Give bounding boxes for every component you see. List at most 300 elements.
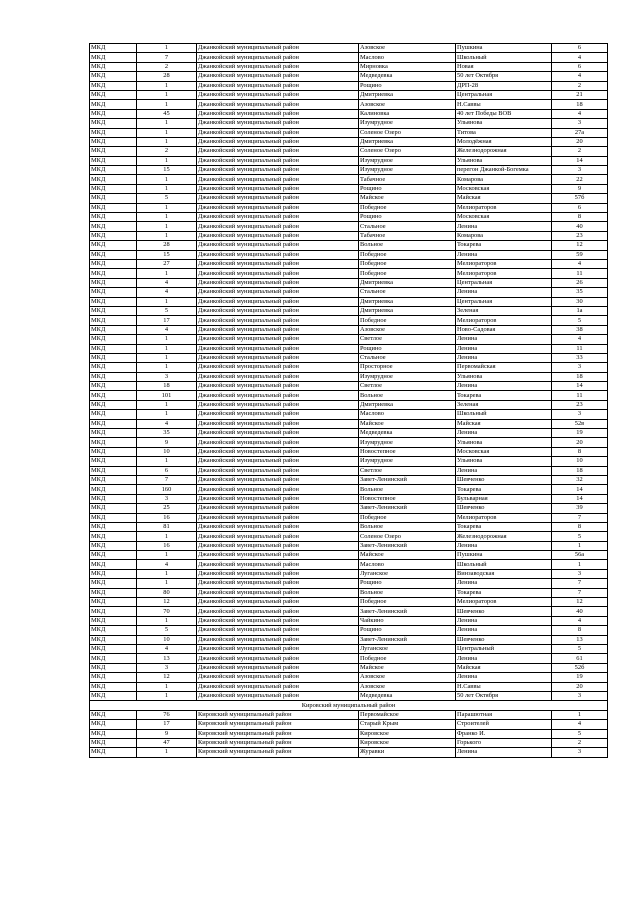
locality-cell: Завет-Ленинский	[359, 607, 456, 616]
count-cell: 16	[137, 541, 197, 550]
building-type-cell: МКД	[90, 222, 137, 231]
building-type-cell: МКД	[90, 166, 137, 175]
building-type-cell: МКД	[90, 306, 137, 315]
house-number-cell: 8	[552, 213, 608, 222]
section-header-row	[90, 701, 608, 710]
district-cell: Джанкойский муниципальный район	[197, 475, 359, 484]
house-number-cell: 4	[552, 720, 608, 729]
building-type-cell: МКД	[90, 203, 137, 212]
table-row	[90, 494, 608, 503]
street-cell: Ленина	[456, 335, 552, 344]
count-cell: 1	[137, 137, 197, 146]
street-cell: Ульянова	[456, 119, 552, 128]
table-row	[90, 53, 608, 62]
building-type-cell: МКД	[90, 194, 137, 203]
locality-cell: Майское	[359, 419, 456, 428]
table-row	[90, 635, 608, 644]
building-type-cell: МКД	[90, 579, 137, 588]
house-number-cell: 26	[552, 278, 608, 287]
house-number-cell: 14	[552, 494, 608, 503]
house-number-cell: 4	[552, 109, 608, 118]
section-title: Кировский муниципальный район	[90, 701, 608, 710]
locality-cell: Новостепное	[359, 447, 456, 456]
locality-cell: Азовское	[359, 325, 456, 334]
locality-cell: Завет-Ленинский	[359, 475, 456, 484]
building-type-cell: МКД	[90, 720, 137, 729]
housing-register-table	[89, 43, 608, 758]
street-cell: ДРП-28	[456, 81, 552, 90]
street-cell: Железнодорожная	[456, 147, 552, 156]
locality-cell: Завет-Ленинский	[359, 504, 456, 513]
table-row	[90, 175, 608, 184]
building-type-cell: МКД	[90, 109, 137, 118]
count-cell: 27	[137, 259, 197, 268]
building-type-cell: МКД	[90, 250, 137, 259]
building-type-cell: МКД	[90, 673, 137, 682]
locality-cell: Азовское	[359, 44, 456, 53]
district-cell: Джанкойский муниципальный район	[197, 53, 359, 62]
count-cell: 2	[137, 147, 197, 156]
district-cell: Джанкойский муниципальный район	[197, 44, 359, 53]
building-type-cell: МКД	[90, 598, 137, 607]
locality-cell: Победное	[359, 259, 456, 268]
district-cell: Джанкойский муниципальный район	[197, 147, 359, 156]
building-type-cell: МКД	[90, 72, 137, 81]
table-row	[90, 579, 608, 588]
street-cell: Шевченко	[456, 475, 552, 484]
district-cell: Джанкойский муниципальный район	[197, 654, 359, 663]
street-cell: Ленина	[456, 654, 552, 663]
building-type-cell: МКД	[90, 278, 137, 287]
street-cell: Строителей	[456, 720, 552, 729]
house-number-cell: 11	[552, 391, 608, 400]
locality-cell: Азовское	[359, 100, 456, 109]
house-number-cell: 18	[552, 466, 608, 475]
house-number-cell: 12	[552, 598, 608, 607]
district-cell: Джанкойский муниципальный район	[197, 184, 359, 193]
district-cell: Джанкойский муниципальный район	[197, 344, 359, 353]
street-cell: Парашютная	[456, 710, 552, 719]
building-type-cell: МКД	[90, 738, 137, 747]
count-cell: 1	[137, 616, 197, 625]
street-cell: Токарева	[456, 241, 552, 250]
district-cell: Джанкойский муниципальный район	[197, 635, 359, 644]
street-cell: Шевченко	[456, 504, 552, 513]
locality-cell: Журавки	[359, 748, 456, 757]
building-type-cell: МКД	[90, 560, 137, 569]
street-cell: Московская	[456, 213, 552, 222]
count-cell: 1	[137, 222, 197, 231]
street-cell: Ленина	[456, 288, 552, 297]
house-number-cell: 1а	[552, 306, 608, 315]
district-cell: Джанкойский муниципальный район	[197, 541, 359, 550]
house-number-cell: 3	[552, 363, 608, 372]
house-number-cell: 6	[552, 62, 608, 71]
table-row	[90, 166, 608, 175]
house-number-cell: 3	[552, 410, 608, 419]
building-type-cell: МКД	[90, 447, 137, 456]
street-cell: Железнодорожная	[456, 532, 552, 541]
house-number-cell: 18	[552, 100, 608, 109]
district-cell: Джанкойский муниципальный район	[197, 222, 359, 231]
building-type-cell: МКД	[90, 663, 137, 672]
count-cell: 1	[137, 691, 197, 700]
locality-cell: Маслово	[359, 410, 456, 419]
district-cell: Джанкойский муниципальный район	[197, 81, 359, 90]
locality-cell: Мирновка	[359, 62, 456, 71]
table-body	[90, 44, 608, 758]
district-cell: Джанкойский муниципальный район	[197, 551, 359, 560]
district-cell: Джанкойский муниципальный район	[197, 269, 359, 278]
count-cell: 17	[137, 316, 197, 325]
building-type-cell: МКД	[90, 691, 137, 700]
locality-cell: Азовское	[359, 682, 456, 691]
house-number-cell: 61	[552, 654, 608, 663]
building-type-cell: МКД	[90, 626, 137, 635]
street-cell: Н.Саввы	[456, 100, 552, 109]
building-type-cell: МКД	[90, 316, 137, 325]
district-cell: Джанкойский муниципальный район	[197, 569, 359, 578]
locality-cell: Вольное	[359, 391, 456, 400]
table-row	[90, 259, 608, 268]
locality-cell: Рощино	[359, 626, 456, 635]
building-type-cell: МКД	[90, 213, 137, 222]
street-cell: Центральная	[456, 90, 552, 99]
locality-cell: Медведевка	[359, 429, 456, 438]
table-row	[90, 353, 608, 362]
count-cell: 1	[137, 344, 197, 353]
district-cell: Джанкойский муниципальный район	[197, 109, 359, 118]
district-cell: Джанкойский муниципальный район	[197, 278, 359, 287]
locality-cell: Изумрудное	[359, 156, 456, 165]
count-cell: 1	[137, 156, 197, 165]
street-cell: Ленина	[456, 541, 552, 550]
count-cell: 17	[137, 720, 197, 729]
count-cell: 4	[137, 560, 197, 569]
table-row	[90, 278, 608, 287]
building-type-cell: МКД	[90, 147, 137, 156]
district-cell: Джанкойский муниципальный район	[197, 663, 359, 672]
table-row	[90, 203, 608, 212]
street-cell: Мелиораторов	[456, 598, 552, 607]
building-type-cell: МКД	[90, 231, 137, 240]
building-type-cell: МКД	[90, 372, 137, 381]
building-type-cell: МКД	[90, 551, 137, 560]
count-cell: 10	[137, 447, 197, 456]
count-cell: 15	[137, 166, 197, 175]
count-cell: 1	[137, 682, 197, 691]
house-number-cell: 8	[552, 626, 608, 635]
building-type-cell: МКД	[90, 128, 137, 137]
count-cell: 1	[137, 203, 197, 212]
locality-cell: Рощино	[359, 579, 456, 588]
table-row	[90, 391, 608, 400]
house-number-cell: 3	[552, 748, 608, 757]
locality-cell: Калиновка	[359, 109, 456, 118]
district-cell: Джанкойский муниципальный район	[197, 316, 359, 325]
house-number-cell: 33	[552, 353, 608, 362]
table-row	[90, 682, 608, 691]
table-row	[90, 475, 608, 484]
district-cell: Джанкойский муниципальный район	[197, 353, 359, 362]
locality-cell: Дмитриевка	[359, 306, 456, 315]
street-cell: Шевченко	[456, 635, 552, 644]
house-number-cell: 4	[552, 72, 608, 81]
table-row	[90, 645, 608, 654]
count-cell: 1	[137, 579, 197, 588]
table-row	[90, 513, 608, 522]
district-cell: Джанкойский муниципальный район	[197, 231, 359, 240]
house-number-cell: 4	[552, 259, 608, 268]
table-row	[90, 522, 608, 531]
district-cell: Джанкойский муниципальный район	[197, 213, 359, 222]
building-type-cell: МКД	[90, 353, 137, 362]
street-cell: Зеленая	[456, 306, 552, 315]
count-cell: 1	[137, 353, 197, 362]
district-cell: Джанкойский муниципальный район	[197, 532, 359, 541]
count-cell: 9	[137, 438, 197, 447]
building-type-cell: МКД	[90, 532, 137, 541]
house-number-cell: 11	[552, 344, 608, 353]
table-row	[90, 626, 608, 635]
table-row	[90, 306, 608, 315]
district-cell: Джанкойский муниципальный район	[197, 429, 359, 438]
street-cell: Токарева	[456, 588, 552, 597]
locality-cell: Маслово	[359, 560, 456, 569]
count-cell: 1	[137, 269, 197, 278]
building-type-cell: МКД	[90, 400, 137, 409]
table-row	[90, 194, 608, 203]
locality-cell: Рощино	[359, 81, 456, 90]
table-row	[90, 673, 608, 682]
building-type-cell: МКД	[90, 335, 137, 344]
street-cell: Ульянова	[456, 372, 552, 381]
street-cell: Ленина	[456, 429, 552, 438]
count-cell: 28	[137, 72, 197, 81]
district-cell: Джанкойский муниципальный район	[197, 306, 359, 315]
locality-cell: Луганское	[359, 569, 456, 578]
count-cell: 5	[137, 306, 197, 315]
count-cell: 1	[137, 457, 197, 466]
count-cell: 9	[137, 729, 197, 738]
table-row	[90, 344, 608, 353]
building-type-cell: МКД	[90, 184, 137, 193]
locality-cell: Табачное	[359, 231, 456, 240]
table-row	[90, 241, 608, 250]
district-cell: Кировский муниципальный район	[197, 710, 359, 719]
count-cell: 1	[137, 400, 197, 409]
street-cell: Горького	[456, 738, 552, 747]
street-cell: Комарова	[456, 231, 552, 240]
building-type-cell: МКД	[90, 438, 137, 447]
table-row	[90, 363, 608, 372]
count-cell: 6	[137, 466, 197, 475]
table-row	[90, 748, 608, 757]
building-type-cell: МКД	[90, 297, 137, 306]
street-cell: Пушкина	[456, 551, 552, 560]
district-cell: Джанкойский муниципальный район	[197, 447, 359, 456]
locality-cell: Стальное	[359, 222, 456, 231]
house-number-cell: 7	[552, 588, 608, 597]
district-cell: Джанкойский муниципальный район	[197, 598, 359, 607]
house-number-cell: 5	[552, 729, 608, 738]
locality-cell: Старый Крым	[359, 720, 456, 729]
street-cell: Мелиораторов	[456, 513, 552, 522]
locality-cell: Новостепное	[359, 494, 456, 503]
locality-cell: Соленое Озеро	[359, 532, 456, 541]
district-cell: Джанкойский муниципальный район	[197, 297, 359, 306]
street-cell: Н.Саввы	[456, 682, 552, 691]
house-number-cell: 10	[552, 457, 608, 466]
count-cell: 1	[137, 532, 197, 541]
table-row	[90, 560, 608, 569]
building-type-cell: МКД	[90, 485, 137, 494]
count-cell: 81	[137, 522, 197, 531]
house-number-cell: 14	[552, 156, 608, 165]
count-cell: 1	[137, 90, 197, 99]
house-number-cell: 57б	[552, 194, 608, 203]
street-cell: Школьный	[456, 560, 552, 569]
count-cell: 1	[137, 748, 197, 757]
table-row	[90, 109, 608, 118]
building-type-cell: МКД	[90, 410, 137, 419]
house-number-cell: 1	[552, 560, 608, 569]
count-cell: 80	[137, 588, 197, 597]
count-cell: 1	[137, 551, 197, 560]
house-number-cell: 14	[552, 485, 608, 494]
building-type-cell: МКД	[90, 175, 137, 184]
street-cell: Титова	[456, 128, 552, 137]
street-cell: Центральная	[456, 297, 552, 306]
district-cell: Джанкойский муниципальный район	[197, 100, 359, 109]
house-number-cell: 20	[552, 438, 608, 447]
house-number-cell: 52б	[552, 663, 608, 672]
building-type-cell: МКД	[90, 748, 137, 757]
house-number-cell: 1	[552, 541, 608, 550]
house-number-cell: 7	[552, 579, 608, 588]
building-type-cell: МКД	[90, 382, 137, 391]
locality-cell: Медведевка	[359, 691, 456, 700]
district-cell: Джанкойский муниципальный район	[197, 288, 359, 297]
locality-cell: Азовское	[359, 673, 456, 682]
building-type-cell: МКД	[90, 513, 137, 522]
district-cell: Джанкойский муниципальный район	[197, 560, 359, 569]
house-number-cell: 56а	[552, 551, 608, 560]
table-row	[90, 588, 608, 597]
house-number-cell: 3	[552, 691, 608, 700]
house-number-cell: 1	[552, 710, 608, 719]
table-row	[90, 156, 608, 165]
street-cell: Токарева	[456, 485, 552, 494]
locality-cell: Майское	[359, 551, 456, 560]
district-cell: Джанкойский муниципальный район	[197, 466, 359, 475]
street-cell: Мелиораторов	[456, 269, 552, 278]
count-cell: 4	[137, 288, 197, 297]
district-cell: Джанкойский муниципальный район	[197, 137, 359, 146]
district-cell: Джанкойский муниципальный район	[197, 410, 359, 419]
district-cell: Джанкойский муниципальный район	[197, 259, 359, 268]
street-cell: перегон Джанкой-Богемка	[456, 166, 552, 175]
locality-cell: Маслово	[359, 53, 456, 62]
house-number-cell: 6	[552, 44, 608, 53]
street-cell: Майская	[456, 194, 552, 203]
house-number-cell: 14	[552, 382, 608, 391]
street-cell: Франко И.	[456, 729, 552, 738]
street-cell: Ленина	[456, 626, 552, 635]
house-number-cell: 3	[552, 119, 608, 128]
street-cell: Мелиораторов	[456, 203, 552, 212]
count-cell: 1	[137, 363, 197, 372]
district-cell: Джанкойский муниципальный район	[197, 626, 359, 635]
table-row	[90, 551, 608, 560]
table-row	[90, 250, 608, 259]
locality-cell: Майское	[359, 663, 456, 672]
locality-cell: Вольное	[359, 522, 456, 531]
street-cell: Ленина	[456, 353, 552, 362]
table-row	[90, 720, 608, 729]
building-type-cell: МКД	[90, 44, 137, 53]
table-row	[90, 335, 608, 344]
count-cell: 1	[137, 81, 197, 90]
district-cell: Джанкойский муниципальный район	[197, 682, 359, 691]
locality-cell: Кировское	[359, 729, 456, 738]
table-row	[90, 222, 608, 231]
count-cell: 18	[137, 382, 197, 391]
locality-cell: Луганское	[359, 645, 456, 654]
table-row	[90, 382, 608, 391]
building-type-cell: МКД	[90, 288, 137, 297]
district-cell: Джанкойский муниципальный район	[197, 391, 359, 400]
table-row	[90, 128, 608, 137]
district-cell: Джанкойский муниципальный район	[197, 588, 359, 597]
table-row	[90, 184, 608, 193]
count-cell: 7	[137, 475, 197, 484]
street-cell: Московская	[456, 447, 552, 456]
house-number-cell: 39	[552, 504, 608, 513]
count-cell: 4	[137, 645, 197, 654]
building-type-cell: МКД	[90, 710, 137, 719]
street-cell: 50 лет Октября	[456, 72, 552, 81]
house-number-cell: 4	[552, 335, 608, 344]
house-number-cell: 5	[552, 316, 608, 325]
table-row	[90, 325, 608, 334]
count-cell: 10	[137, 635, 197, 644]
table-row	[90, 654, 608, 663]
locality-cell: Вольное	[359, 485, 456, 494]
building-type-cell: МКД	[90, 100, 137, 109]
building-type-cell: МКД	[90, 541, 137, 550]
building-type-cell: МКД	[90, 475, 137, 484]
house-number-cell: 20	[552, 682, 608, 691]
district-cell: Джанкойский муниципальный район	[197, 504, 359, 513]
house-number-cell: 4	[552, 53, 608, 62]
house-number-cell: 30	[552, 297, 608, 306]
street-cell: Ленина	[456, 673, 552, 682]
district-cell: Джанкойский муниципальный район	[197, 607, 359, 616]
district-cell: Джанкойский муниципальный район	[197, 513, 359, 522]
street-cell: Ново-Садовая	[456, 325, 552, 334]
table-row	[90, 400, 608, 409]
house-number-cell: 5	[552, 645, 608, 654]
house-number-cell: 8	[552, 522, 608, 531]
building-type-cell: МКД	[90, 682, 137, 691]
locality-cell: Кировское	[359, 738, 456, 747]
street-cell: Ульянова	[456, 457, 552, 466]
count-cell: 1	[137, 213, 197, 222]
street-cell: Ленина	[456, 382, 552, 391]
house-number-cell: 40	[552, 222, 608, 231]
locality-cell: Завет-Ленинский	[359, 541, 456, 550]
